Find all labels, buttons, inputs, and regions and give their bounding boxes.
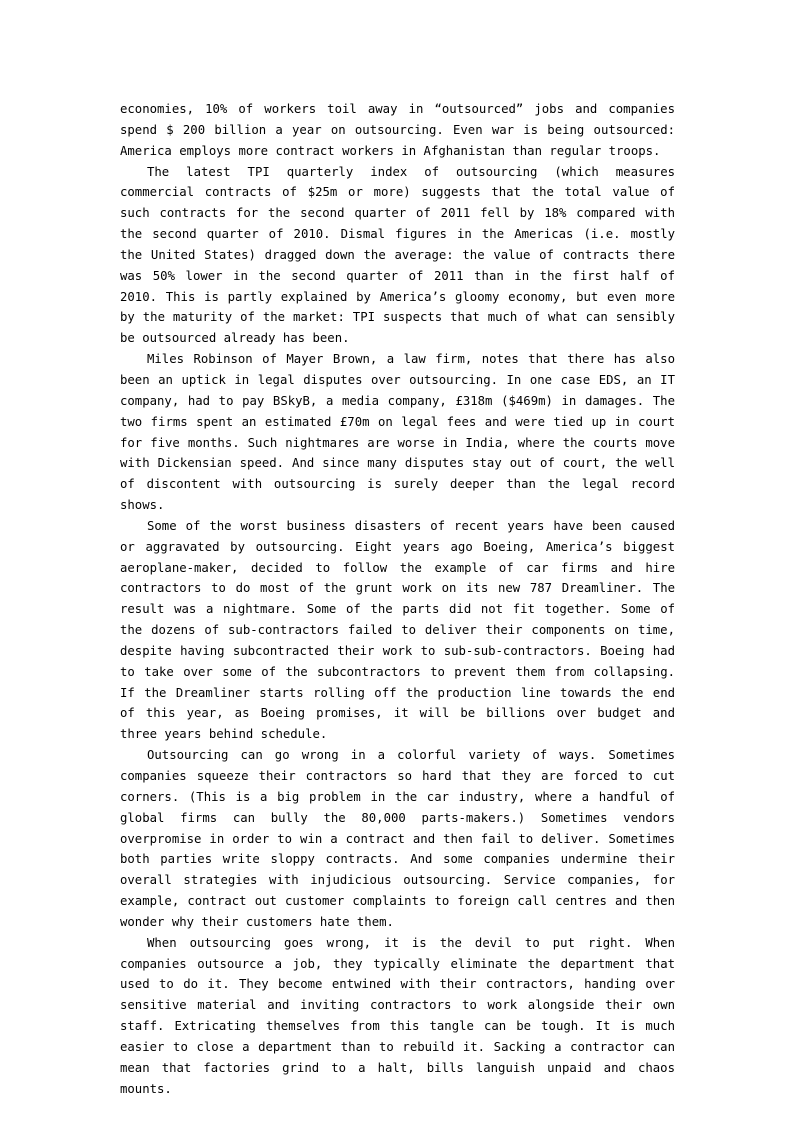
- paragraph-boeing-dreamliner: Some of the worst business disasters of recent years have been caused or aggravated by outsourcing. Eight years ago Boeing, America’s biggest aeroplane-maker, decided to follow the example of car firms and hire contractors to do most of the grunt work on its new 787 Dreamliner. The result was a nightmare. Some of the parts did not fit together. Some of the dozens of sub-contractors failed to deliver their components on time, despite having subcontracted their work to sub-sub-contractors. Boeing had to take over some of the subcontractors to prevent them from collapsing. If the Dreamliner starts rolling off the production line towards the end of this year, as Boeing promises, it will be billions over budget and three years behind schedule.: [120, 518, 675, 742]
- paragraph-tpi-index: The latest TPI quarterly index of outsourcing (which measures commercial contracts of $25m or more) suggests that the total value of such contracts for the second quarter of 2011 fell by 18% compared with the second quarter of 2010. Dismal figures in the Americas (i.e. mostly the United States) dragged down the average: the value of contracts there was 50% lower in the second quarter of 2011 than in the first half of 2010. This is partly explained by America’s gloomy economy, but even more by the maturity of the market: TPI suspects that much of what can sensibly be outsourced already has been.: [120, 164, 675, 346]
- paragraph-outsourcing-scale: economies, 10% of workers toil away in “outsourced” jobs and companies spend $ 200 billion a year on outsourcing. Even war is being outsourced: America employs more contract workers in Afghanistan than regular troops.: [120, 102, 675, 158]
- paragraph-legal-disputes: Miles Robinson of Mayer Brown, a law firm, notes that there has also been an uptick in legal disputes over outsourcing. In one case EDS, an IT company, had to pay BSkyB, a media company, £318m ($469m) in damages. The two firms spent an estimated £70m on legal fees and were tied up in court for five months. Such nightmares are worse in India, where the courts move with Dickensian speed. And since many disputes stay out of court, the well of discontent with outsourcing is surely deeper than the legal record shows.: [120, 352, 675, 513]
- document-body: [120, 99, 675, 1100]
- paragraph-ways-it-goes-wrong: Outsourcing can go wrong in a colorful variety of ways. Sometimes companies squeeze their contractors so hard that they are forced to cut corners. (This is a big problem in the car industry, where a handful of global firms can bully the 80,000 parts-makers.) Sometimes vendors overpromise in order to win a contract and then fail to deliver. Sometimes both parties write sloppy contracts. And some companies undermine their overall strategies with injudicious outsourcing. Service companies, for example, contract out customer complaints to foreign call centres and then wonder why their customers hate them.: [120, 748, 675, 929]
- paragraph-hard-to-fix: When outsourcing goes wrong, it is the devil to put right. When companies outsource a job, they typically eliminate the department that used to do it. They become entwined with their contractors, handing over sensitive material and inviting contractors to work alongside their own staff. Extricating themselves from this tangle can be tough. It is much easier to close a department than to rebuild it. Sacking a contractor can mean that factories grind to a halt, bills languish unpaid and chaos mounts.: [120, 935, 675, 1096]
